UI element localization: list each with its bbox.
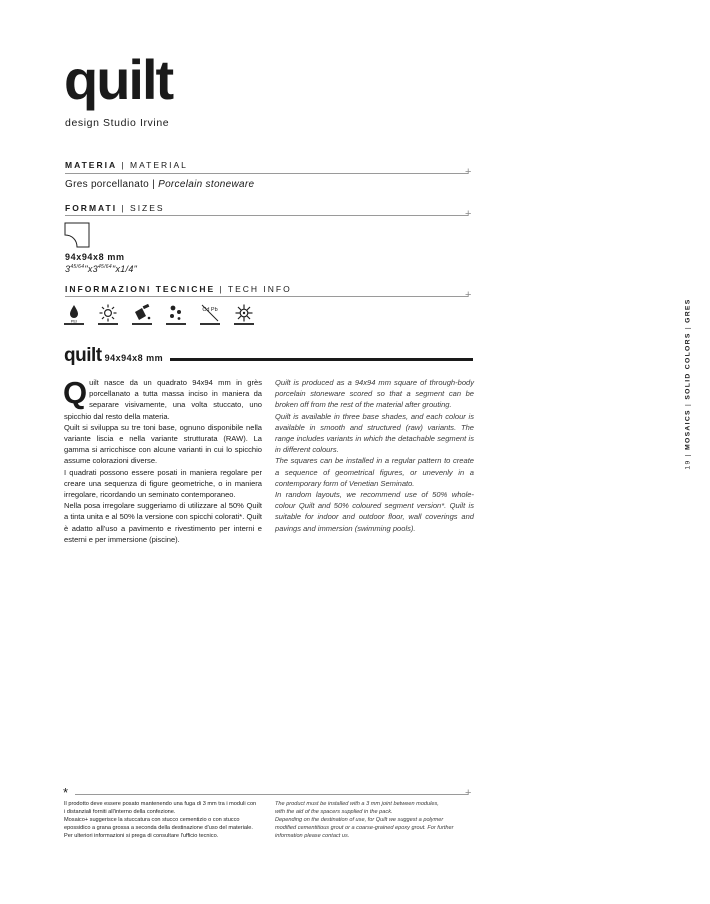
- size-inch-thickness: 1/4": [120, 264, 138, 274]
- plus-icon: +: [465, 208, 472, 220]
- designer-credit: design Studio Irvine: [65, 117, 170, 129]
- water-absorption-icon: [64, 303, 84, 325]
- paragraph-text: uilt nasce da un quadrato 94x94 mm in grès porcellanato a tutta massa inciso in maniera da separare visivamente, una volta stuccato, uno spicchio dal resto della materia.: [64, 378, 262, 421]
- tech-label-it: INFORMAZIONI TECNICHE: [65, 284, 216, 294]
- paragraph: I quadrati possono essere posati in maniera regolare per creare una sequenza di figure geometriche, o in maniera irregolare, ricordando un seminato contemporaneo.: [64, 467, 262, 500]
- plus-icon: +: [465, 289, 472, 301]
- sizes-divider: [65, 215, 468, 216]
- material-separator: |: [117, 160, 131, 170]
- tech-separator: |: [215, 284, 228, 294]
- material-label-en: MATERIAL: [130, 160, 188, 170]
- footnote-divider: [75, 794, 468, 795]
- size-inch: [65, 264, 137, 274]
- footnote-line: epossidico a grana grossa a seconda della destinazione d'uso del materiale.: [64, 825, 253, 832]
- tech-label-en: TECH INFO: [227, 284, 292, 294]
- size-inch-times: "x: [84, 264, 93, 274]
- footnote-line: Depending on the destination of use, for Quilt we suggest a polymer: [275, 817, 444, 824]
- footnote-line: with the aid of the spacers supplied in the pack.: [275, 809, 393, 816]
- material-divider: [65, 173, 468, 174]
- lead-free-label: Cd Pb: [202, 307, 218, 313]
- water-absorption-label: PEI: [70, 318, 78, 323]
- material-value-en: Porcelain stoneware: [158, 179, 255, 190]
- product-title: quilt: [64, 48, 173, 111]
- material-value-it: Gres porcellanato: [65, 179, 150, 190]
- footnote-english: [275, 800, 475, 840]
- size-inch-width-fraction: 45/64: [70, 264, 85, 270]
- material-value-separator: |: [149, 179, 159, 190]
- size-inch-width: 3: [65, 264, 71, 274]
- paragraph: Quilt is produced as a 94x94 mm square of through-body porcelain stoneware scored so that a segment can be broken off from the rest of the material after grouting.: [275, 378, 474, 410]
- paragraph: Quilt si sviluppa su tre toni base, ognuno disponibile nella variante liscia e nella variante strutturata (RAW). La gamma si arricchisce con alcune varianti in cui lo spicchio assume colorazioni diverse.: [64, 422, 262, 466]
- paragraph: Nella posa irregolare suggeriamo di utilizzare al 50% Quilt a tinta unita e al 50% la versione con spicchi colorati*. Quilt è adatto all'uso a pavimento e rivestimento per interni e esterni e per immersione (piscine).: [64, 501, 262, 544]
- paragraph: [64, 377, 262, 422]
- footnote-line: The product must be installed with a 3 mm joint between modules,: [275, 801, 439, 807]
- side-tab: [682, 298, 694, 470]
- product-name: quilt: [64, 345, 102, 366]
- stain-resistance-icon: [132, 303, 152, 325]
- side-category: GRES: [684, 298, 692, 323]
- footnote-line: Il prodotto deve essere posato mantenendo una fuga di 3 mm tra i moduli con: [64, 801, 257, 807]
- paragraph: Quilt is available in three base shades, and each colour is available in smooth and structured (raw) variants. The range includes variants in which the detachable segment is in different colours.: [275, 411, 474, 455]
- side-separator: |: [684, 449, 692, 460]
- drop-cap: Q: [63, 375, 88, 410]
- footnote-line: i distanziali forniti all'interno della confezione.: [64, 809, 176, 816]
- footnote-line: Mosaico+ suggerisce la stuccatura con stucco cementizio o con stucco: [64, 817, 240, 824]
- plus-icon: +: [465, 787, 472, 799]
- sizes-label-en: SIZES: [130, 203, 165, 213]
- description-italian: [64, 377, 262, 545]
- product-heading: [64, 345, 163, 367]
- footnote-line: Per ulteriori informazioni si prega di consultare l'ufficio tecnico.: [64, 833, 219, 840]
- light-resistance-icon: [98, 303, 118, 325]
- footnote-mark: *: [63, 785, 69, 800]
- side-section: MOSAICS: [684, 409, 692, 450]
- size-inch-height-fraction: 45/64: [97, 264, 112, 270]
- size-mm: 94x94x8 mm: [65, 252, 125, 262]
- page-number: 19: [684, 459, 692, 470]
- heading-rule: [170, 358, 473, 361]
- sizes-label-it: FORMATI: [65, 203, 118, 213]
- frost-resistance-icon: [234, 303, 254, 325]
- material-heading: [65, 160, 188, 170]
- sizes-heading: [65, 203, 165, 213]
- side-label: [685, 298, 692, 469]
- chemical-resistance-icon: [166, 303, 186, 325]
- size-inch-height: 3: [92, 264, 98, 274]
- tech-heading: [65, 284, 292, 294]
- lead-free-icon: [200, 303, 220, 325]
- footnote-line: modified cementitious grout or a coarse-grained epoxy grout. For further: [275, 825, 454, 832]
- footnote-italian: [64, 800, 264, 840]
- tile-shape-icon: [64, 222, 90, 248]
- side-separator: |: [684, 399, 692, 410]
- side-separator: |: [684, 322, 692, 333]
- sizes-separator: |: [117, 203, 131, 213]
- description-english: [275, 377, 474, 534]
- product-size: 94x94x8 mm: [104, 353, 164, 363]
- side-subsection: SOLID COLORS: [684, 332, 692, 400]
- paragraph: The squares can be installed in a regular pattern to create a sequence of geometrical figures, or unevenly in a contemporary form of Venetian Seminato.: [275, 456, 474, 488]
- material-label-it: MATERIA: [65, 160, 118, 170]
- material-value: [65, 179, 254, 190]
- size-inch-times: "x: [111, 264, 121, 274]
- plus-icon: +: [465, 166, 472, 178]
- footnote-line: information please contact us.: [275, 833, 350, 840]
- tech-divider: [65, 296, 468, 297]
- paragraph: In random layouts, we recommend use of 50% whole-colour Quilt and 50% coloured segment version*. Quilt is suitable for indoor and outdoor floor, wall coverings and pavings and immersion (swimming pools).: [275, 490, 474, 533]
